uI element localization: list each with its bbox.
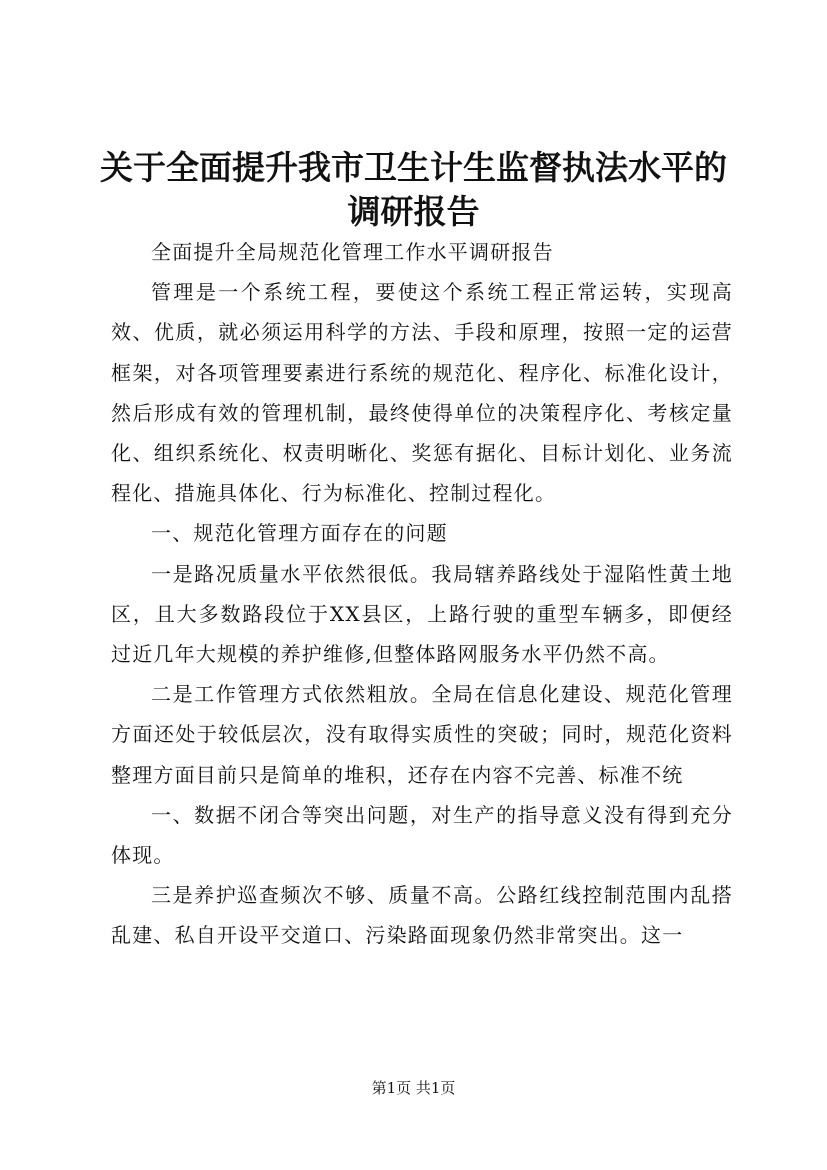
document-body [111,232,733,956]
body-paragraph: 三是养护巡查频次不够、质量不高。公路红线控制范围内乱搭乱建、私自开设平交道口、污染路面现象仍然非常突出。这一 [111,883,733,948]
body-paragraph: 管理是一个系统工程，要使这个系统工程正常运转，实现高效、优质，就必须运用科学的方法、手段和原理，按照一定的运营框架，对各项管理要素进行系统的规范化、程序化、标准化设计，然后形成有效的管理机制，最终使得单位的决策程序化、考核定量化、组织系统化、权责明晰化、奖惩有据化、目标计划化、业务流程化、措施具体化、行为标准化、控制过程化。 [111,280,733,506]
body-paragraph: 二是工作管理方式依然粗放。全局在信息化建设、规范化管理方面还处于较低层次，没有取得实质性的突破；同时，规范化资料整理方面目前只是简单的堆积，还存在内容不完善、标准不统 [111,682,733,787]
section-heading: 一、规范化管理方面存在的问题 [151,521,448,546]
body-paragraph: 一是路况质量水平依然很低。我局辖养路线处于湿陷性黄土地区，且大多数路段位于XX县区，上路行驶的重型车辆多，即便经过近几年大规模的养护维修,但整体路网服务水平仍然不高。 [111,561,733,667]
subtitle-paragraph: 全面提升全局规范化管理工作水平调研报告 [151,240,554,264]
page-footer: 第1页 共1页 [371,1079,456,1097]
document-title: 关于全面提升我市卫生计生监督执法水平的调研报告 [100,148,727,231]
body-paragraph: 一、数据不闭合等突出问题，对生产的指导意义没有得到充分体现。 [111,802,733,868]
